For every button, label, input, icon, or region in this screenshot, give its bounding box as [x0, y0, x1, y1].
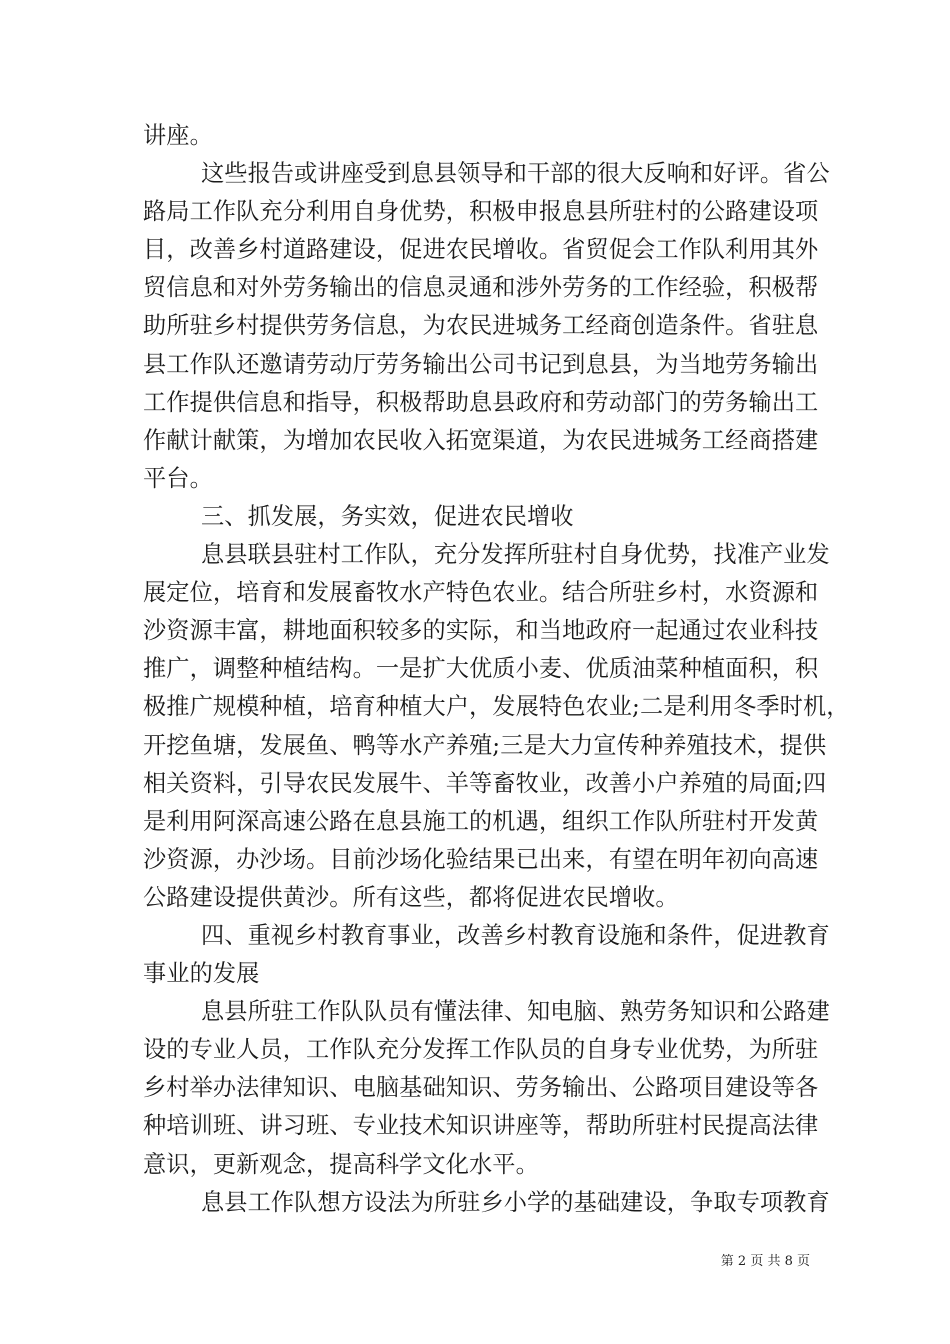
text-line: 种培训班、讲习班、专业技术知识讲座等，帮助所驻村民提高法律 [143, 1112, 819, 1140]
text-line: 沙资源丰富，耕地面积较多的实际，和当地政府一起通过农业科技 [143, 617, 819, 645]
page-number-footer: 第 2 页 共 8 页 [720, 1254, 810, 1269]
text-line: 路局工作队充分利用自身优势，积极申报息县所驻村的公路建设项 [143, 198, 819, 226]
text-line: 是利用阿深高速公路在息县施工的机遇，组织工作队所驻村开发黄 [143, 807, 819, 835]
text-line: 作献计献策，为增加农民收入拓宽渠道，为农民进城务工经商搭建 [143, 426, 819, 454]
text-line: 这些报告或讲座受到息县领导和干部的很大反响和好评。省公 [201, 160, 830, 188]
text-line: 目，改善乡村道路建设，促进农民增收。省贸促会工作队利用其外 [143, 236, 819, 264]
text-line: 意识，更新观念，提高科学文化水平。 [143, 1150, 539, 1178]
text-line: 极推广规模种植，培育种植大户，发展特色农业;二是利用冬季时机， [143, 693, 850, 721]
text-line: 开挖鱼塘，发展鱼、鸭等水产养殖;三是大力宣传种养殖技术，提供 [143, 731, 827, 759]
text-line: 息县联县驻村工作队，充分发挥所驻村自身优势，找准产业发 [201, 541, 830, 569]
text-line: 相关资料，引导农民发展牛、羊等畜牧业，改善小户养殖的局面;四 [143, 769, 827, 797]
text-line: 息县工作队想方设法为所驻乡小学的基础建设，争取专项教育 [201, 1188, 830, 1216]
text-line: 推广，调整种植结构。一是扩大优质小麦、优质油菜种植面积，积 [143, 655, 819, 683]
text-line: 乡村举办法律知识、电脑基础知识、劳务输出、公路项目建设等各 [143, 1074, 819, 1102]
text-line: 事业的发展 [143, 960, 260, 988]
text-line: 设的专业人员，工作队充分发挥工作队员的自身专业优势，为所驻 [143, 1036, 819, 1064]
text-line: 沙资源，办沙场。目前沙场化验结果已出来，有望在明年初向高速 [143, 845, 819, 873]
text-line: 工作提供信息和指导，积极帮助息县政府和劳动部门的劳务输出工 [143, 388, 819, 416]
text-line: 平台。 [143, 464, 213, 492]
text-line: 四、重视乡村教育事业，改善乡村教育设施和条件，促进教育 [201, 921, 830, 949]
text-line: 展定位，培育和发展畜牧水产特色农业。结合所驻乡村，水资源和 [143, 579, 819, 607]
text-line: 息县所驻工作队队员有懂法律、知电脑、熟劳务知识和公路建 [201, 998, 830, 1026]
text-line: 三、抓发展，务实效，促进农民增收 [201, 502, 574, 530]
document-body [143, 117, 850, 1222]
text-line: 贸信息和对外劳务输出的信息灵通和涉外劳务的工作经验，积极帮 [143, 274, 819, 302]
text-line: 助所驻乡村提供劳务信息，为农民进城务工经商创造条件。省驻息 [143, 312, 819, 340]
text-line: 县工作队还邀请劳动厅劳务输出公司书记到息县，为当地劳务输出 [143, 350, 819, 378]
text-line: 公路建设提供黄沙。所有这些，都将促进农民增收。 [143, 883, 679, 911]
text-line: 讲座。 [143, 122, 213, 149]
